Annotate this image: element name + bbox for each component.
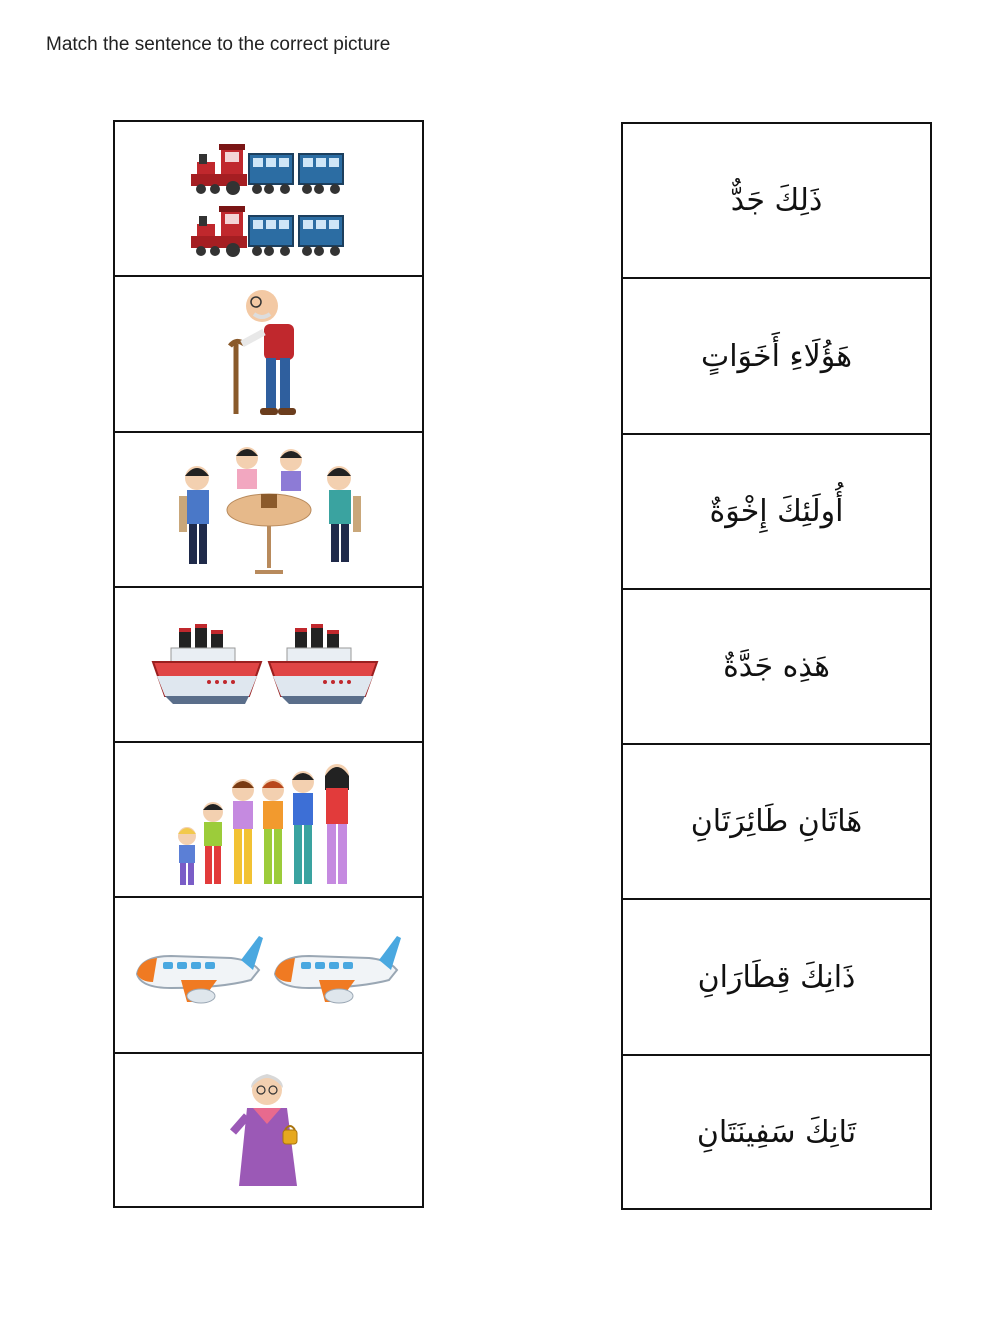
airplane-icon <box>131 930 407 1020</box>
sisters-icon <box>169 440 369 580</box>
sentences-column <box>621 122 932 1210</box>
picture-card-trains[interactable] <box>115 122 422 275</box>
sentence-card[interactable] <box>623 745 930 898</box>
sentence-text: تَانِكَ سَفِينَتَانِ <box>696 1114 857 1150</box>
picture-card-sisters[interactable] <box>115 433 422 586</box>
sentence-text: هَاتَانِ طَائِرَتَانِ <box>690 804 863 839</box>
grandmother-icon <box>229 1068 309 1192</box>
picture-card-grandmother[interactable] <box>115 1054 422 1206</box>
sentence-text: ذَلِكَ جَدٌّ <box>730 183 823 218</box>
picture-card-grandfather[interactable] <box>115 277 422 431</box>
picture-card-brothers[interactable] <box>115 743 422 896</box>
pictures-column <box>113 120 424 1208</box>
sentence-text: هَذِه جَدَّةٌ <box>723 649 830 684</box>
sentence-card[interactable] <box>623 590 930 743</box>
sentence-text: ذَانِكَ قِطَارَانِ <box>697 959 856 995</box>
sentence-card[interactable] <box>623 1056 930 1208</box>
ship-icon <box>149 610 389 720</box>
picture-card-ships[interactable] <box>115 588 422 741</box>
brothers-icon <box>169 750 369 890</box>
sentence-card[interactable] <box>623 900 930 1054</box>
sentence-card[interactable] <box>623 435 930 588</box>
train-icon <box>179 134 359 264</box>
grandfather-icon <box>214 284 324 424</box>
sentence-card[interactable] <box>623 124 930 277</box>
picture-card-airplanes[interactable] <box>115 898 422 1052</box>
instruction-text: Match the sentence to the correct picture <box>46 34 391 55</box>
sentence-text: هَؤُلَاءِ أَخَوَاتٍ <box>700 338 853 374</box>
sentence-text: أُولَئِكَ إِخْوَةٌ <box>709 494 844 529</box>
sentence-card[interactable] <box>623 279 930 433</box>
